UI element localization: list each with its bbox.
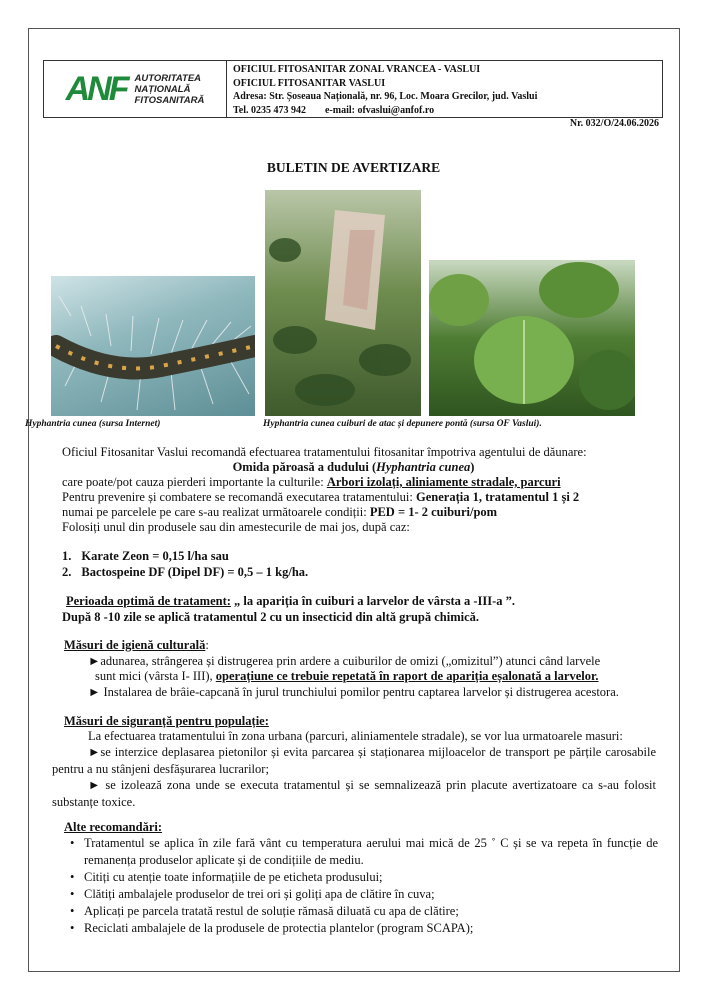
caption-left: Hyphantria cunea (sursa Internet) (25, 419, 161, 429)
nest-drawing (265, 190, 421, 416)
anf-logo (44, 61, 227, 117)
hygiene-item: ► Instalarea de brâie-capcană în jurul trunchiului pomilor pentru captarea larvelor și distrugerea acestora. (88, 685, 619, 699)
caption-right: Hyphantria cunea cuiburi de atac și depunere pontă (sursa OF Vaslui). (263, 419, 542, 429)
office-email: e-mail: ofvaslui@anfof.ro (324, 104, 435, 116)
leaves-drawing (429, 260, 635, 416)
photo-leaves (429, 260, 635, 416)
products-intro: Folosiți unul din produsele sau din amestecurile de mai jos, după caz: (62, 520, 410, 534)
hygiene-item: ►adunarea, strângerea și distrugerea prin ardere a cuiburilor de omizi („omizitul”) atunci când larvele (88, 654, 601, 668)
product-item: 1. Karate Zeon = 0,15 l/ha sau (62, 549, 229, 563)
logo-mark: ANF (65, 69, 127, 108)
other-heading: Alte recomandări: (64, 820, 163, 834)
hygiene-item-cont: sunt mici (vârsta I- III), operațiune ce trebuie repetată în raport de apariția eșalonată a larvelor. (95, 669, 599, 683)
conditions-line: numai pe parcelele pe care s-au realizat următoarele condiții: PED = 1- 2 cuiburi/pom (62, 505, 498, 519)
logo-text: AUTORITATEA NAȚIONALĂ FITOSANITARĂ (134, 72, 205, 106)
product-item: 2. Bactospeine DF (Dipel DF) = 0,5 – 1 kg/ha. (62, 565, 309, 579)
safety-heading: Măsuri de siguranță pentru populație: (64, 714, 269, 728)
second-treatment: După 8 -10 zile se aplică tratamentul 2 cu un insecticid din altă grupă chimică. (62, 610, 480, 624)
list-item: • Tratamentul se aplica în zile fară vânt cu temperatura aerului mai mică de 25 ˚ C și se va repeta în funcție de remanența produselor aplicate și de condițiile de mediu. (70, 835, 658, 869)
intro-line: Oficiul Fitosanitar Vaslui recomandă efectuarea tratamentului fitosanitar împotriva agentului de dăunare: (62, 445, 587, 459)
crops-line: care poate/pot cauza pierderi importante la culturile: Arbori izolați, aliniamente stradale, parcuri (62, 475, 561, 489)
list-item: • Aplicați pe parcela tratată restul de soluție rămasă diluată cu apa de clătire; (70, 903, 658, 920)
document-title: BULETIN DE AVERTIZARE (266, 160, 441, 175)
document-number: Nr. 032/O/24.06.2026 (569, 118, 659, 129)
photo-web-nest (265, 190, 421, 416)
office-contact (233, 104, 537, 118)
photo-caterpillar (51, 276, 255, 416)
office-phone: Tel. 0235 473 942 (233, 104, 306, 116)
hygiene-heading: Măsuri de igienă culturală: (64, 638, 209, 652)
office-local: OFICIUL FITOSANITAR VASLUI (233, 77, 386, 89)
optimal-period: Perioada optimă de tratament: „ la apariția în cuiburi a larvelor de vârsta a -III-a ”. (66, 594, 516, 608)
office-info (227, 61, 543, 117)
safety-intro: La efectuarea tratamentului în zona urbana (parcuri, aliniamentele stradale), se vor lua urmatoarele masuri: (88, 729, 623, 743)
safety-item: ► se izolează zona unde se executa tratamentul și se semnalizează prin placute avertizatoare ca s-au folosit substanțe toxice. (52, 778, 656, 809)
list-item: • Clătiți ambalajele produselor de trei ori și goliți apa de clătire în cuva; (70, 886, 658, 903)
office-zonal: OFICIUL FITOSANITAR ZONAL VRANCEA - VASLUI (233, 64, 481, 75)
safety-item: ►se interzice deplasarea pietonilor și evita parcarea și staționarea mijloacelor de transport pe părțile carosabile pentru a nu stânjeni desfășurarea lucrarilor; (52, 745, 656, 776)
list-item: • Citiți cu atenție toate informațiile de pe eticheta produsului; (70, 869, 658, 886)
other-list (70, 835, 658, 937)
pest-name: Omida păroasă a dudului (Hyphantria cunea) (232, 460, 475, 474)
treatment-line: Pentru prevenire și combatere se recomandă executarea tratamentului: Generația 1, tratamentul 1 și 2 (62, 490, 580, 504)
caterpillar-drawing (51, 276, 255, 416)
office-address: Adresa: Str. Șoseaua Națională, nr. 96, Loc. Moara Grecilor, jud. Vaslui (233, 91, 538, 102)
letterhead (43, 60, 663, 118)
list-item: • Reciclati ambalajele de la produsele de protectia plantelor (program SCAPA); (70, 920, 658, 937)
